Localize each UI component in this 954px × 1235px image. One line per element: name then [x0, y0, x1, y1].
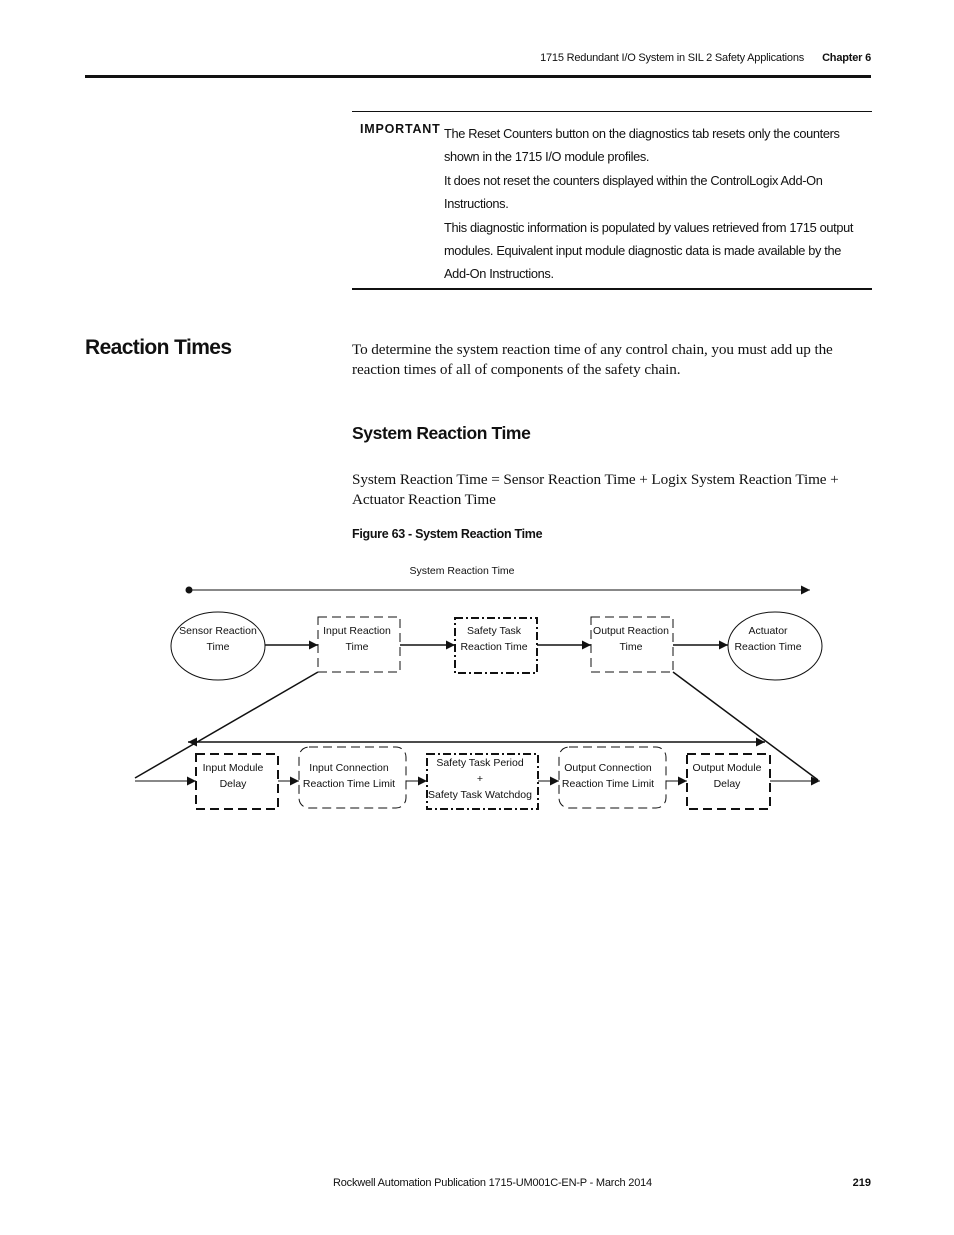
important-paragraph: This diagnostic information is populated by values retrieved from 1715 output modules. Equivalent input module diagnostic data is made available by the Add-On Instructions. — [444, 219, 854, 282]
important-label: IMPORTANT — [360, 122, 441, 136]
bottom-label-safety-period: Safety Task Period + Safety Task Watchdog — [428, 757, 532, 801]
top-label-sensor: Sensor Reaction Time — [179, 625, 257, 653]
important-paragraph: The Reset Counters button on the diagnostics tab resets only the counters shown in the 1715 I/O module profiles. — [444, 126, 840, 165]
top-label-input: Input Reaction Time — [323, 625, 391, 653]
top-label-safety: Safety Task Reaction Time — [460, 625, 528, 653]
header-title: 1715 Redundant I/O System in SIL 2 Safety Applications — [540, 52, 805, 64]
intro-paragraph: To determine the system reaction time of any control chain, you must add up the reaction times of all of components of the safety chain. — [352, 341, 833, 378]
figure-caption: Figure 63 - System Reaction Time — [352, 527, 543, 541]
bottom-label-input-module: Input Module Delay — [202, 762, 264, 790]
bottom-label-input-connection: Input Connection Reaction Time Limit — [302, 762, 396, 790]
page-number: 219 — [852, 1177, 871, 1189]
subsection-heading: System Reaction Time — [352, 423, 531, 443]
bottom-label-output-connection: Output Connection Reaction Time Limit — [561, 762, 655, 790]
span-label: System Reaction Time — [409, 565, 515, 577]
important-paragraph: It does not reset the counters displayed within the ControlLogix Add-On Instructions. — [444, 172, 823, 212]
top-label-output: Output Reaction Time — [593, 625, 669, 653]
header-chapter: Chapter 6 — [822, 52, 871, 64]
bottom-label-output-module: Output Module Delay — [692, 762, 762, 790]
top-label-actuator: Actuator Reaction Time — [734, 625, 802, 653]
footer-publication: Rockwell Automation Publication 1715-UM001C-EN-P - March 2014 — [333, 1177, 652, 1189]
section-heading: Reaction Times — [85, 336, 232, 359]
formula-paragraph: System Reaction Time = Sensor Reaction Time + Logix System Reaction Time + Actuator Reaction Time — [352, 471, 839, 508]
